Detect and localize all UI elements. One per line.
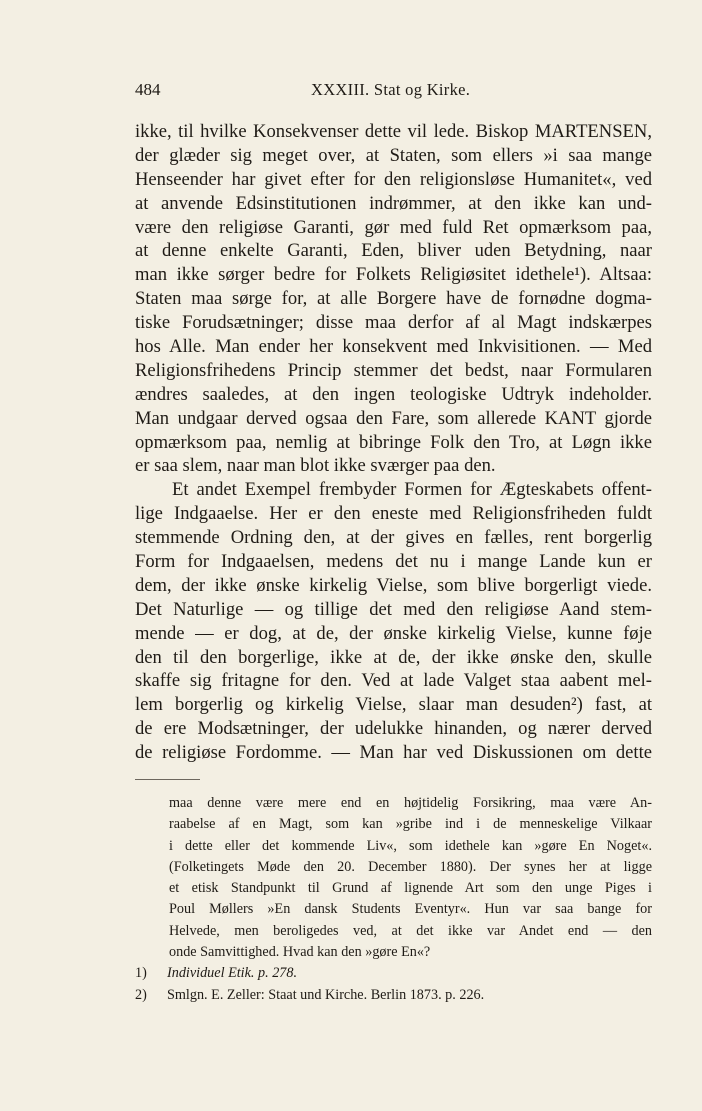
body-line: Det Naturlige — og tillige det med den religiøse Aand stem-: [135, 598, 652, 620]
body-line: Et andet Exempel frembyder Formen for Ægteskabets offent-: [172, 479, 652, 501]
footnote-line: maa denne være mere end en højtidelig Forsikring, maa være An-: [169, 795, 652, 811]
main-text: [135, 120, 652, 765]
body-line: de religiøse Fordomme. — Man har ved Diskussionen om dette: [135, 742, 652, 764]
body-line: opmærksom paa, nemlig at bibringe Folk den Tro, at Løgn ikke: [135, 431, 652, 453]
body-line: lem borgerlig og kirkelig Vielse, slaar man desuden²) fast, at: [135, 694, 652, 716]
footnotes: [135, 793, 652, 1006]
running-head: XXXIII. Stat og Kirke.: [311, 80, 471, 99]
footnote-line: (Folketingets Møde den 20. December 1880). Der synes her at ligge: [169, 858, 652, 875]
footnote-line: i dette eller det kommende Liv«, som idethele kan »gøre En Noget«.: [169, 837, 652, 854]
body-line: dem, der ikke ønske kirkelig Vielse, som blive borgerligt viede.: [135, 574, 652, 596]
footnote-separator: [135, 779, 200, 780]
body-line: mende — er dog, at de, der ønske kirkelig Vielse, kunne føje: [135, 622, 652, 644]
body-line: tiske Forudsætninger; disse maa derfor af al Magt indskærpes: [135, 312, 652, 334]
footnote-line: Poul Møllers »En dansk Students Eventyr«. Hun var saa bange for: [169, 901, 652, 918]
body-line: der glæder sig meget over, at Staten, som ellers »i saa mange: [135, 144, 652, 166]
body-line: stemmende Ordning den, at der gives en fælles, rent borgerlig: [135, 527, 652, 549]
body-line: være den religiøse Garanti, gør med fuld Ret opmærksom paa,: [135, 216, 652, 238]
body-line: Religionsfrihedens Princip stemmer det bedst, naar Formularen: [135, 359, 652, 381]
footnote-line: onde Samvittighed. Hvad kan den »gøre En«?: [169, 944, 431, 961]
body-line: man ikke sørger bedre for Folkets Religiøsitet idethele¹). Altsaa:: [135, 264, 652, 286]
footnote-1: [135, 963, 652, 984]
body-line: lige Indgaaelse. Her er den eneste med Religionsfriheden fuldt: [135, 503, 652, 525]
footnote-line: et etisk Standpunkt til Grund af lignende Art som den unge Piges i: [169, 880, 652, 897]
page-header: [135, 80, 652, 102]
body-line: Staten maa sørge for, at alle Borgere have de fornødne dogma-: [135, 288, 652, 310]
body-line: Man undgaar derved ogsaa den Fare, som allerede KANT gjorde: [135, 407, 652, 429]
footnote-mark: 1): [135, 965, 147, 982]
body-line: at denne enkelte Garanti, Eden, bliver uden Betydning, naar: [135, 240, 652, 262]
footnote-line: raabelse af en Magt, som kan »gribe ind i de menneskelige Vilkaar: [169, 816, 652, 833]
footnote-line: Helvede, men beroligedes ved, at det ikke var Andet end — den: [169, 922, 652, 939]
body-line: skaffe sig fritagne for den. Ved at lade Valget staa aabent mel-: [135, 670, 652, 692]
body-line: ændres saaledes, at den ingen teologiske Udtryk indeholder.: [135, 383, 652, 405]
body-line: den til den borgerlige, ikke at de, der ikke ønske den, skulle: [135, 646, 652, 668]
footnote-text: Individuel Etik. p. 278.: [167, 965, 298, 982]
body-line: Henseender har givet efter for den religionsløse Humanitet«, ved: [135, 168, 652, 190]
body-line: er saa slem, naar man blot ikke sværger paa den.: [135, 455, 496, 477]
body-line: hos Alle. Man ender her konsekvent med Inkvisitionen. — Med: [135, 336, 652, 358]
footnote-text: Smlgn. E. Zeller: Staat und Kirche. Berlin 1873. p. 226.: [167, 986, 485, 1003]
body-line: ikke, til hvilke Konsekvenser dette vil lede. Biskop MARTENSEN,: [135, 121, 652, 142]
footnote-mark: 2): [135, 986, 147, 1003]
body-line: Form for Indgaaelsen, medens det nu i mange Lande kun er: [135, 551, 652, 573]
footnote-2: [135, 985, 652, 1006]
page-number: 484: [135, 80, 161, 99]
body-line: de ere Modsætninger, der udelukke hinanden, og nærer derved: [135, 718, 652, 740]
body-line: at anvende Edsinstitutionen indrømmer, at den ikke kan und-: [135, 192, 652, 214]
